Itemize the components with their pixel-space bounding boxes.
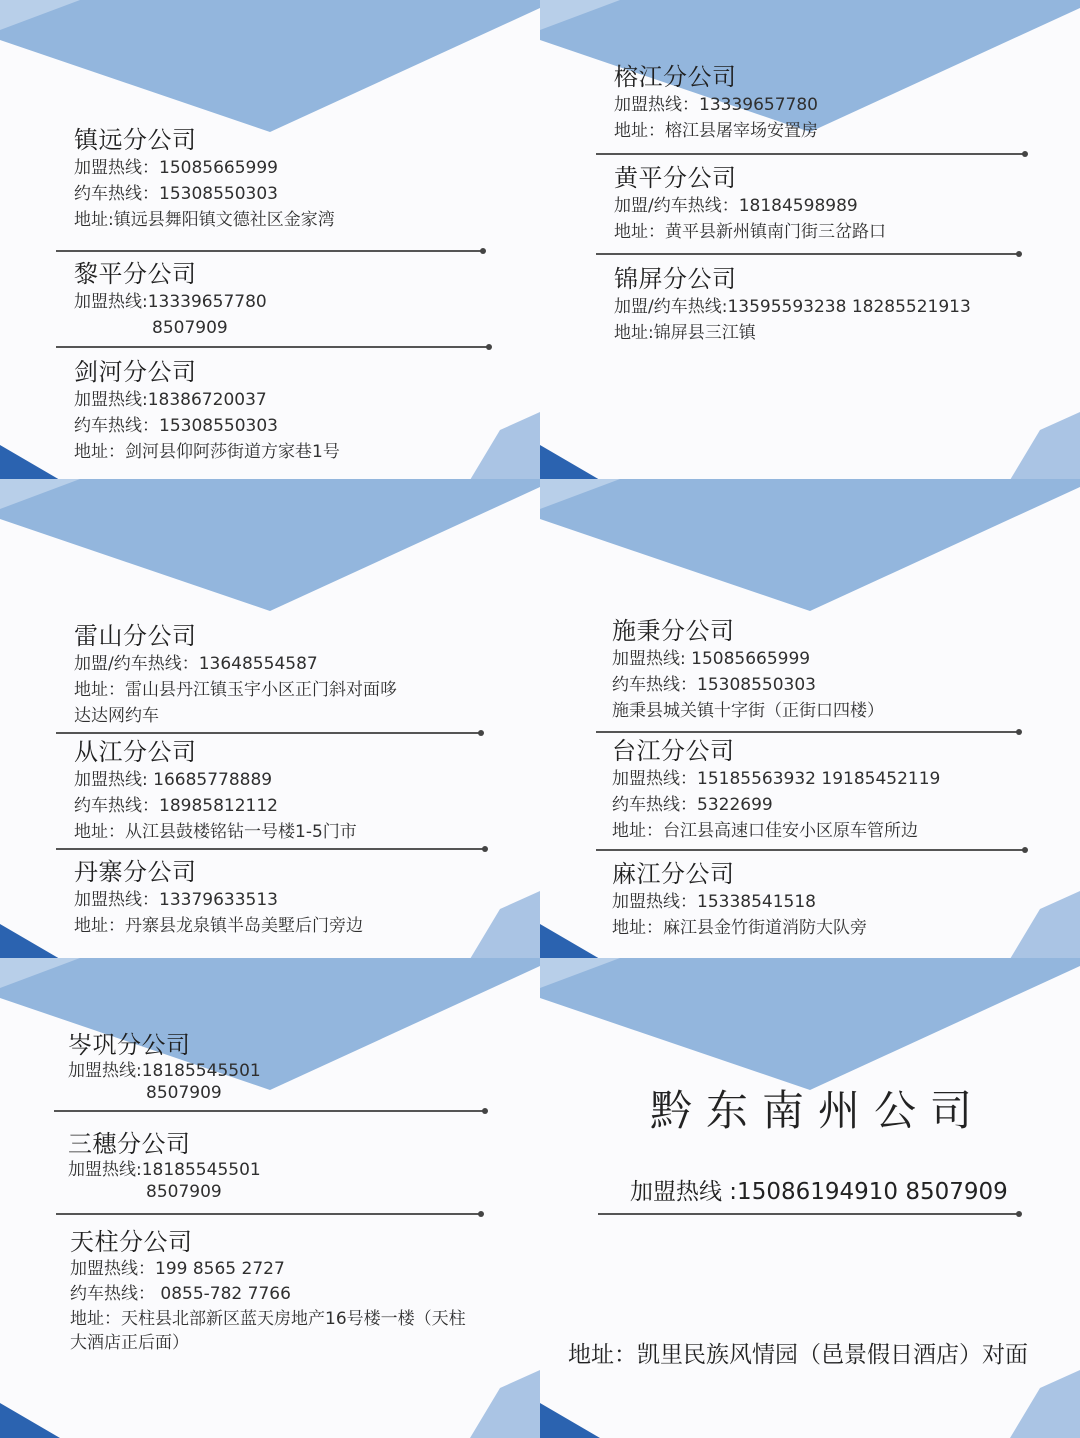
branch-hotline-extra: 8507909	[146, 1182, 222, 1202]
branch-sansui	[68, 1129, 261, 1203]
divider	[596, 731, 1020, 733]
branch-hotline: 加盟热线:18185545501	[68, 1160, 261, 1180]
branch-address: 地址：雷山县丹江镇玉宇小区正门斜对面哆	[74, 680, 397, 700]
branch-hotline: 加盟热线:18185545501	[68, 1061, 261, 1081]
branch-address: 地址：黄平县新州镇南门街三岔路口	[614, 222, 886, 242]
card-shibing-taijiang-majiang	[540, 479, 1080, 959]
branch-address-cont: 达达网约车	[74, 706, 159, 726]
branch-hotline-extra: 8507909	[146, 1083, 222, 1103]
branch-title: 雷山分公司	[74, 622, 197, 650]
branch-hotline: 加盟热线：15338541518	[612, 892, 816, 912]
branch-hotline: 加盟热线：13379633513	[74, 890, 278, 910]
branch-ride-hotline: 约车热线：15308550303	[74, 416, 278, 436]
branch-title: 丹寨分公司	[74, 858, 197, 886]
branch-title: 从江分公司	[74, 738, 197, 766]
hq-address: 地址：凯里民族风情园（邑景假日酒店）对面	[568, 1342, 1028, 1368]
divider	[56, 1213, 482, 1215]
branch-ride-hotline: 约车热线： 0855-782 7766	[70, 1284, 291, 1304]
divider	[598, 1213, 1020, 1215]
divider	[56, 848, 486, 850]
branch-address: 地址：榕江县屠宰场安置房	[614, 121, 818, 141]
branch-majiang	[612, 859, 867, 941]
branch-title: 锦屏分公司	[614, 265, 737, 293]
branch-title: 麻江分公司	[612, 860, 735, 888]
branch-address: 地址:锦屏县三江镇	[614, 323, 756, 343]
branch-tianzhu	[70, 1227, 470, 1355]
hq-title: 黔东南州公司	[650, 1086, 987, 1135]
branch-shibing	[612, 616, 884, 724]
branch-address: 地址：天柱县北部新区蓝天房地产16号楼一楼（天柱大酒店正后面）	[70, 1309, 466, 1353]
branch-hotline: 加盟热线：15185563932 19185452119	[612, 769, 941, 789]
branch-address: 施秉县城关镇十字街（正街口四楼）	[612, 701, 884, 721]
branch-jianhe	[74, 357, 340, 465]
branch-title: 剑河分公司	[74, 358, 197, 386]
branch-hotline: 加盟热线：13339657780	[614, 95, 818, 115]
branch-title: 黎平分公司	[74, 260, 197, 288]
branch-danzhai	[74, 857, 363, 939]
branch-hotline: 加盟/约车热线：18184598989	[614, 196, 858, 216]
card-zhenyuan-liping-jianhe	[0, 0, 540, 480]
branch-ride-hotline: 约车热线：18985812112	[74, 796, 278, 816]
branch-address: 地址：丹寨县龙泉镇半岛美墅后门旁边	[74, 916, 363, 936]
branch-hotline: 加盟/约车热线:13595593238 18285521913	[614, 297, 971, 317]
branch-address: 地址：麻江县金竹街道消防大队旁	[612, 918, 867, 938]
branch-address: 地址：剑河县仰阿莎街道方家巷1号	[74, 442, 340, 462]
branch-jinping	[614, 264, 971, 346]
divider	[596, 849, 1026, 851]
branch-leishan	[74, 621, 397, 729]
branch-title: 岑巩分公司	[68, 1031, 191, 1059]
divider	[596, 153, 1026, 155]
branch-huangping	[614, 163, 886, 245]
branch-ride-hotline: 约车热线：15308550303	[612, 675, 816, 695]
branch-hotline: 加盟/约车热线：13648554587	[74, 654, 318, 674]
branch-address: 地址：从江县鼓楼铭钻一号楼1-5门市	[74, 822, 357, 842]
branch-hotline: 加盟热线: 15085665999	[612, 649, 811, 669]
hq-hotline: 加盟热线 :15086194910 8507909	[630, 1179, 1008, 1205]
branch-hotline: 加盟热线：199 8565 2727	[70, 1259, 285, 1279]
branch-taijiang	[612, 736, 940, 844]
branch-title: 榕江分公司	[614, 63, 737, 91]
branch-rongjiang	[614, 62, 818, 144]
branch-hotline: 加盟热线:13339657780	[74, 292, 267, 312]
branch-title: 天柱分公司	[70, 1228, 193, 1256]
branch-hotline: 加盟热线: 16685778889	[74, 770, 273, 790]
branch-hotline: 加盟热线：15085665999	[74, 158, 278, 178]
card-headquarters	[540, 958, 1080, 1438]
divider	[56, 346, 490, 348]
branch-title: 镇远分公司	[74, 126, 197, 154]
branch-zhenyuan	[74, 125, 335, 233]
branch-title: 台江分公司	[612, 737, 735, 765]
branch-liping	[74, 259, 267, 341]
divider	[56, 732, 482, 734]
branch-title: 黄平分公司	[614, 164, 737, 192]
branch-hotline-extra: 8507909	[152, 318, 228, 338]
branch-ride-hotline: 约车热线：5322699	[612, 795, 773, 815]
branch-address: 地址:镇远县舞阳镇文德社区金家湾	[74, 210, 335, 230]
branch-address: 地址：台江县高速口佳安小区原车管所边	[612, 821, 918, 841]
branch-hotline: 加盟热线:18386720037	[74, 390, 267, 410]
card-leishan-congjiang-danzhai	[0, 479, 540, 959]
branch-ride-hotline: 约车热线：15308550303	[74, 184, 278, 204]
card-rongjiang-huangping-jinping	[540, 0, 1080, 480]
divider	[56, 250, 484, 252]
branch-congjiang	[74, 737, 357, 845]
branch-title: 三穗分公司	[68, 1130, 191, 1158]
divider	[54, 1110, 486, 1112]
branch-cengong	[68, 1030, 261, 1104]
card-cengong-sansui-tianzhu	[0, 958, 540, 1438]
divider	[596, 253, 1020, 255]
branch-title: 施秉分公司	[612, 617, 735, 645]
